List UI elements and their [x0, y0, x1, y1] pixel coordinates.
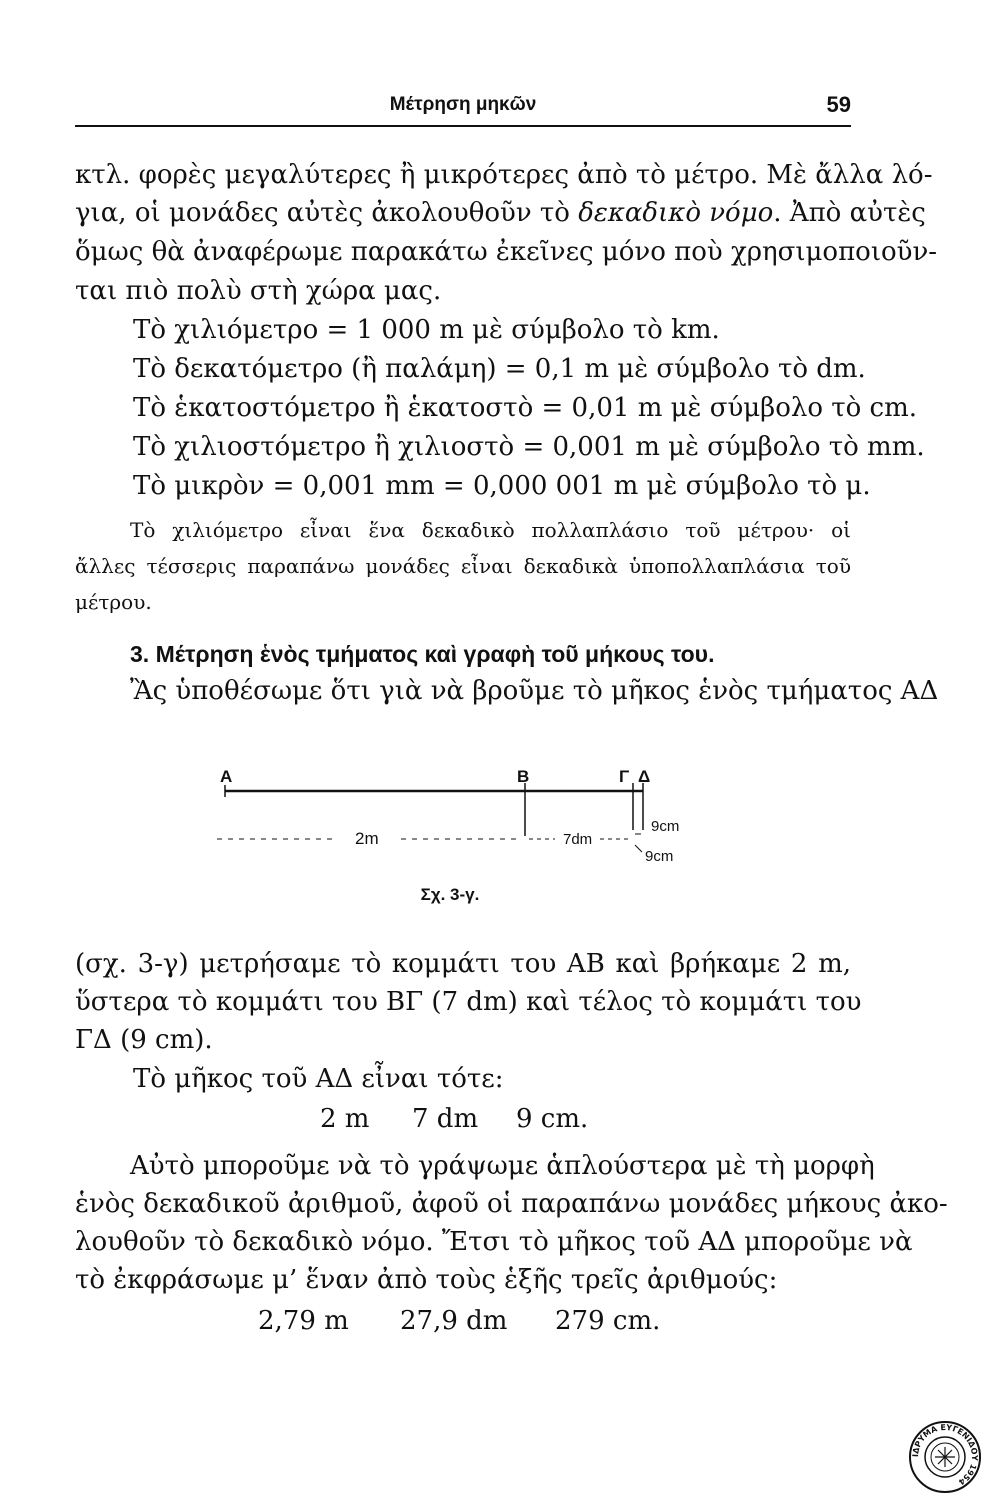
note-line: Τὸ χιλιόμετρο εἶναι ἕνα δεκαδικὸ πολλαπλάσιο τοῦ μέτρου· οἱ	[130, 518, 851, 542]
figure-segment-ad	[215, 768, 725, 868]
note-line: μέτρου.	[75, 590, 152, 614]
paragraph-line: ται πιὸ πολὺ στὴ χώρα μας.	[75, 276, 442, 306]
unit-decimetre: Τὸ δεκατόμετρο (ἢ παλάμη) = 0,1 m μὲ σύμβολο τὸ dm.	[133, 354, 866, 384]
dim-label-9cm-lower: 9cm	[645, 848, 674, 865]
paragraph-line: λουθοῦν τὸ δεκαδικὸ νόμο. Ἔτσι τὸ μῆκος τοῦ ΑΔ μποροῦμε νὰ	[75, 1227, 913, 1257]
dim-label-7dm: 7dm	[563, 831, 593, 848]
paragraph-line: ΓΔ (9 cm).	[75, 1025, 213, 1055]
paragraph-line: κτλ. φορὲς μεγαλύτερες ἢ μικρότερες ἀπὸ τὸ μέτρο. Μὲ ἄλλα λό-	[75, 160, 933, 190]
emphasis-decimal-law: δεκαδικὸ νόμο	[578, 198, 774, 228]
result-dm: 27,9 dm	[400, 1306, 508, 1336]
foundation-seal-icon	[908, 1420, 982, 1494]
paragraph-line: Αὐτὸ μποροῦμε νὰ τὸ γράψωμε ἁπλούστερα μὲ τὴ μορφὴ	[130, 1151, 875, 1181]
point-a-label: A	[220, 767, 233, 786]
measure-cm: 9 cm.	[516, 1104, 589, 1134]
page-number: 59	[826, 92, 851, 117]
measure-dm: 7 dm	[412, 1104, 479, 1134]
dim-label-9cm-upper: 9cm	[651, 818, 680, 835]
result-cm: 279 cm.	[555, 1306, 661, 1336]
svg-text:ΙΔΡΥΜΑ ΕΥΓΕΝΙΔΟΥ 1954: ΙΔΡΥΜΑ ΕΥΓΕΝΙΔΟΥ 1954	[910, 1422, 980, 1487]
running-title: Μέτρηση μηκῶν	[389, 94, 537, 115]
section-intro: Ἂς ὑποθέσωμε ὅτι γιὰ νὰ βροῦμε τὸ μῆκος ἑνὸς τμήματος ΑΔ	[130, 676, 939, 706]
running-head	[75, 92, 851, 124]
measure-m: 2 m	[320, 1104, 370, 1134]
unit-micron: Τὸ μικρὸν = 0,001 mm = 0,000 001 m μὲ σύμβολο τὸ μ.	[133, 471, 871, 501]
header-rule	[75, 125, 851, 127]
paragraph-line: ὕστερα τὸ κομμάτι του ΒΓ (7 dm) καὶ τέλος τὸ κομμάτι του	[75, 987, 862, 1017]
paragraph-line: ὅμως θὰ ἀναφέρωμε παρακάτω ἐκεῖνες μόνο ποὺ χρησιμοποιοῦν-	[75, 237, 938, 267]
paragraph-line-tail: . Ἀπὸ αὐτὲς	[773, 198, 926, 228]
unit-kilometre: Τὸ χιλιόμετρο = 1 000 m μὲ σύμβολο τὸ km.	[133, 315, 720, 345]
dim-label-2m: 2m	[355, 829, 379, 848]
paragraph-line: τὸ ἐκφράσωμε μ’ ἕναν ἀπὸ τοὺς ἑξῆς τρεῖς ἀριθμούς:	[75, 1265, 778, 1295]
result-m: 2,79 m	[258, 1306, 349, 1336]
note-line: ἄλλες τέσσερις παραπάνω μονάδες εἶναι δεκαδικὰ ὑποπολλαπλάσια τοῦ	[75, 554, 851, 578]
paragraph-line: (σχ. 3-γ) μετρήσαμε τὸ κομμάτι του ΑΒ καὶ βρήκαμε 2 m,	[75, 949, 851, 979]
unit-centimetre: Τὸ ἑκατοστόμετρο ἢ ἑκατοστὸ = 0,01 m μὲ σύμβολο τὸ cm.	[133, 393, 918, 423]
dim-leader-9cm	[635, 845, 642, 852]
length-intro: Τὸ μῆκος τοῦ ΑΔ εἶναι τότε:	[133, 1064, 504, 1094]
unit-millimetre: Τὸ χιλιοστόμετρο ἢ χιλιοστὸ = 0,001 m μὲ σύμβολο τὸ mm.	[133, 432, 925, 462]
section-title: 3. Μέτρηση ἑνὸς τμήματος καὶ γραφὴ τοῦ μήκους του.	[130, 641, 715, 667]
figure-caption: Σχ. 3-γ.	[420, 885, 480, 904]
paragraph-line	[75, 197, 926, 229]
point-g-label: Γ	[619, 767, 630, 786]
paragraph-line-text: για, οἱ μονάδες αὐτὲς ἀκολουθοῦν τὸ	[75, 198, 579, 228]
paragraph-line: ἑνὸς δεκαδικοῦ ἀριθμοῦ, ἀφοῦ οἱ παραπάνω μονάδες μήκους ἀκο-	[75, 1189, 948, 1219]
point-d-label: Δ	[638, 767, 651, 786]
point-b-label: B	[517, 767, 530, 786]
